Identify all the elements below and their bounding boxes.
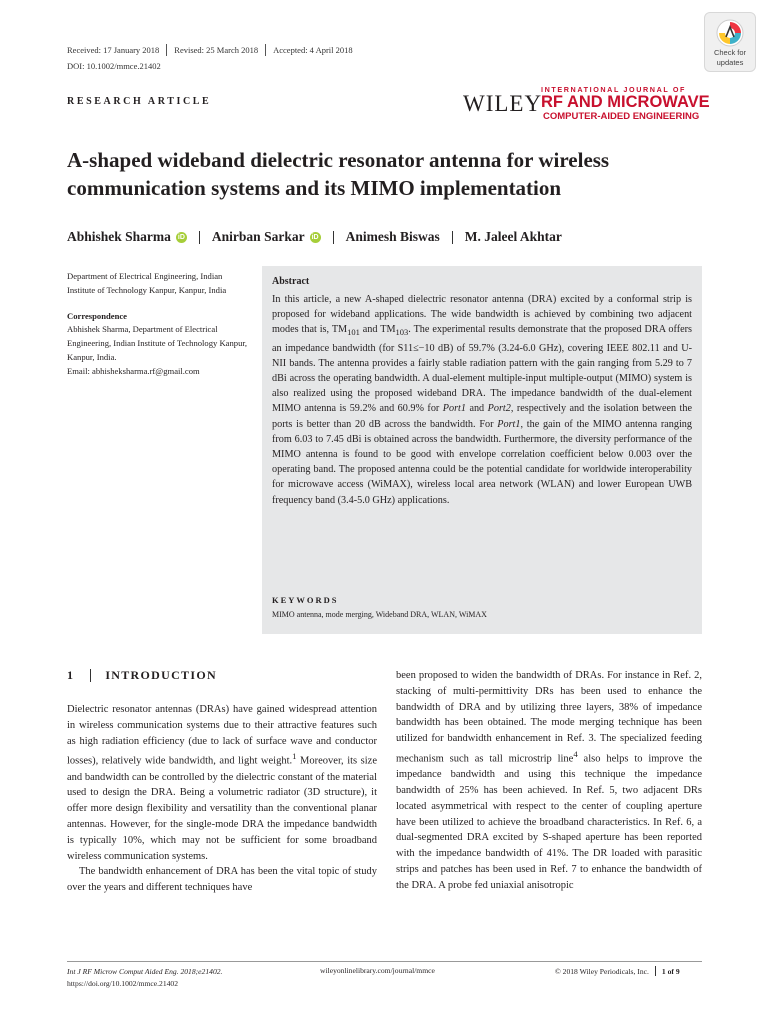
section-title: INTRODUCTION bbox=[105, 668, 217, 682]
crossmark-icon bbox=[715, 18, 745, 48]
citation-text: Int J RF Microw Comput Aided Eng. 2018;e21402. bbox=[67, 967, 223, 976]
page-number: 1 of 9 bbox=[661, 966, 680, 976]
check-label-2: updates bbox=[716, 57, 744, 67]
divider bbox=[333, 231, 334, 244]
paragraph: been proposed to widen the bandwidth of DRAs. For instance in Ref. 2, stacking of multi-permittivity DRs has been used to enhance the bandwidth of DRA and by utilizing three layers, 38% of impedance bandwidth has been obtained. The mode merging technique has been utilized for bandwidth enhancement in Ref. 3. The specialized feeding mechanism such as tall microstrip line$^4$ also helps to improve the impedance bandwidth and using this technique the impedance bandwidth of 25% has been achieved. In Ref. 5, two adjacent DRs located asymmetrical with respect to the center of coupling aperture have been utilized to achieve the broadband characteristics. In Ref. 6, a dual-segmented DRA excited by S-shaped aperture has been reported with the impedance bandwidth of 41%. The DR loaded with parasitic strips and patches has been used in Ref. 7 to enhance the bandwidth of the DRA. A probe fed uniaxial anisotropic bbox=[396, 670, 702, 891]
orcid-icon[interactable]: iD bbox=[311, 233, 319, 241]
publisher-wordmark: WILEY bbox=[463, 91, 543, 116]
divider bbox=[166, 44, 167, 56]
journal-line-2: RF AND MICROWAVE bbox=[541, 93, 710, 111]
article-type: RESEARCH ARTICLE bbox=[67, 96, 212, 107]
affiliation-block bbox=[67, 270, 252, 379]
check-label-1: Check for bbox=[713, 48, 747, 57]
journal-logo[interactable] bbox=[463, 84, 710, 124]
paper-title: A-shaped wideband dielectric resonator antenna for wireless communication systems and its MIMO implementation bbox=[67, 148, 610, 200]
keywords-heading: KEYWORDS bbox=[272, 595, 339, 605]
revised-date: Revised: 25 March 2018 bbox=[174, 45, 259, 55]
paragraph: Dielectric resonator antennas (DRAs) have gained widespread attention in wireless communication systems due to their attractive features such as high radiation efficiency (due to lack of surface wave and conductor losses), relatively wide bandwidth, and light weight.$^1$ Moreover, its size and bandwidth can be controlled by the dielectric constant of the material used to design the DRA. Being a volumetric radiator (3D structure), it offer more design flexibility and versatility than the conventional planar antennas. However, for the single-mode DRA the impedance bandwidth is typically 10%, which may not be sufficient for some broadband wireless communication systems. bbox=[67, 704, 377, 862]
divider bbox=[90, 669, 91, 682]
journal-site-link[interactable]: wileyonlinelibrary.com/journal/mmce bbox=[320, 966, 435, 975]
correspondence-heading: Correspondence bbox=[67, 310, 127, 321]
body-column-left bbox=[67, 702, 377, 896]
footer-rule bbox=[67, 961, 702, 962]
check-for-updates-button[interactable] bbox=[704, 12, 756, 72]
author-name[interactable]: Animesh Biswas bbox=[345, 229, 440, 244]
received-date: Received: 17 January 2018 bbox=[67, 45, 160, 55]
footer-right bbox=[555, 966, 680, 976]
body-column-right bbox=[396, 668, 702, 894]
journal-line-3: COMPUTER-AIDED ENGINEERING bbox=[543, 111, 700, 122]
divider bbox=[265, 44, 266, 56]
copyright: © 2018 Wiley Periodicals, Inc. bbox=[555, 966, 649, 976]
keywords-text: MIMO antenna, mode merging, Wideband DRA, WLAN, WiMAX bbox=[272, 610, 487, 619]
author-name[interactable]: Anirban Sarkar bbox=[211, 229, 305, 244]
orcid-icon[interactable]: iD bbox=[177, 233, 185, 241]
divider bbox=[452, 231, 453, 244]
abstract-text: In this article, a new A-shaped dielectric resonator antenna (DRA) excited by a conformal strip is proposed for wideband applications. The wide bandwidth is achieved by combining two adjacent modes that is, $TM_{101}$ and $TM_{103}$. The experimental results demonstrate that the proposed DRA offers an impedance bandwidth (for S11≤−10 dB) of 59.7% (3.24-6.0 GHz), covering IEEE 802.11 and U-NII bands. The antenna provides a fairly stable radiation pattern with the gain ranging from 5.29 to 7 dBi across the operating bandwidth. A dual-element multiple-input multiple-output (MIMO) system is also realized using the proposed wideband DRA. The impedance bandwidth of the dual-element MIMO antenna is 59.2% and 60.9% for Port1 and Port2, respectively and the isolation between the ports is better than 20 dB across the bandwidth. For Port1, the gain of the MIMO antenna ranging from 6.03 to 7.45 dBi is obtained across the bandwidth. Furthermore, the diversity performance of the MIMO antenna is found to be good with envelope correlation coefficient below 0.003 over the operating band. The proposed antenna could be the potential candidate for worldwide interoperability for microwave access (WiMAX), wireless local area network (WLAN) and lower European UWB frequency band (3.4-5.0 GHz) applications. bbox=[272, 294, 692, 506]
journal-line-1: INTERNATIONAL JOURNAL OF bbox=[541, 85, 687, 94]
email[interactable]: Email: abhisheksharma.rf@gmail.com bbox=[67, 365, 200, 376]
divider bbox=[199, 231, 200, 244]
footer-citation bbox=[67, 966, 222, 990]
accepted-date: Accepted: 4 April 2018 bbox=[273, 45, 353, 55]
divider bbox=[655, 966, 656, 976]
author-name[interactable]: M. Jaleel Akhtar bbox=[464, 229, 562, 244]
abstract-heading: Abstract bbox=[272, 276, 310, 287]
doi[interactable]: DOI: 10.1002/mmce.21402 bbox=[67, 61, 161, 71]
author-name[interactable]: Abhishek Sharma bbox=[67, 229, 171, 244]
section-number: 1 bbox=[67, 668, 75, 682]
section-heading bbox=[67, 668, 217, 683]
correspondence-text: Abhishek Sharma, Department of Electrical Engineering, Indian Institute of Technology Kanpur, Kanpur, India. bbox=[67, 324, 248, 362]
department: Department of Electrical Engineering, Indian Institute of Technology Kanpur, Kanpur, India bbox=[67, 271, 227, 295]
author-list bbox=[67, 229, 562, 245]
paragraph: The bandwidth enhancement of DRA has been the vital topic of study over the years and different techniques have bbox=[67, 866, 377, 894]
citation-url[interactable]: https://doi.org/10.1002/mmce.21402 bbox=[67, 979, 179, 988]
abstract-box bbox=[262, 266, 702, 634]
dates-line bbox=[67, 44, 353, 56]
